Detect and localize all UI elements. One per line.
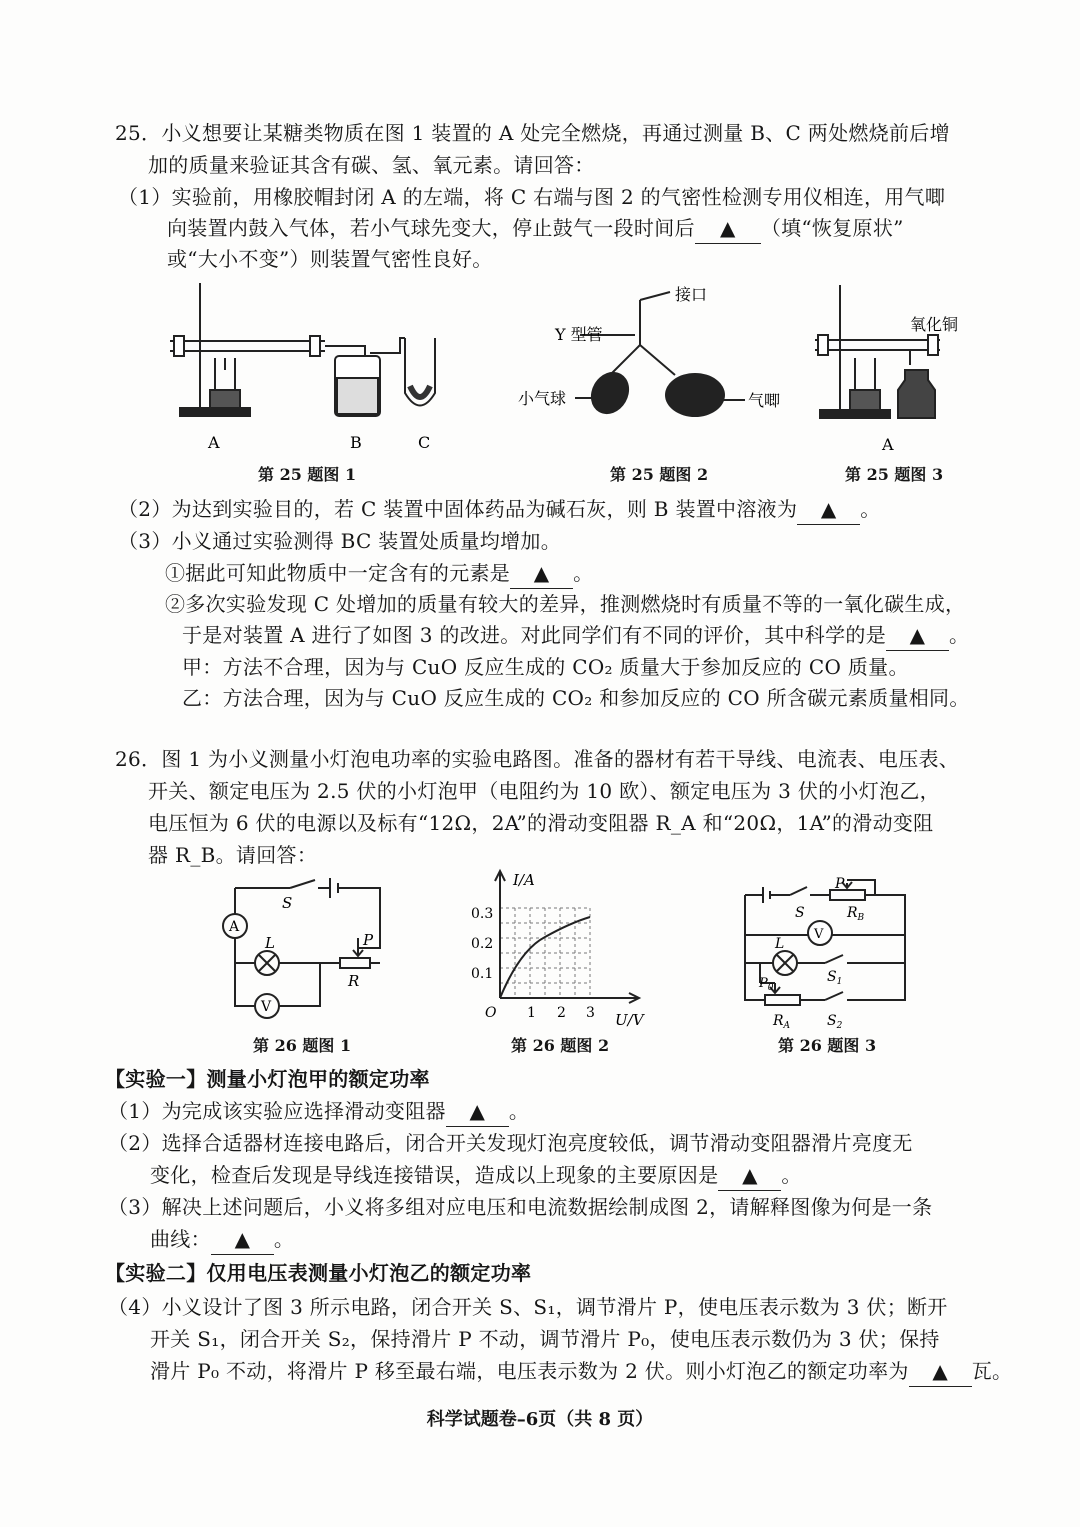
- q25-figure2-caption: 第 25 题图 2: [610, 465, 709, 484]
- label-y-tube: Y 型管: [555, 325, 603, 344]
- q26-exp1-part1: （1）为完成该实验应选择滑动变阻器 ▲ 。: [108, 1096, 529, 1127]
- q25-number: 25．: [115, 121, 162, 145]
- switch-label: S: [282, 894, 293, 912]
- page-footer: 科学试题卷–6页（共 8 页）: [426, 1409, 654, 1430]
- x-tick: 2: [557, 1005, 566, 1021]
- slider-P0-label: $P_0$: [759, 976, 774, 993]
- q26-figure1-circuit: [210, 878, 400, 1028]
- q26-figure2-iu-graph: [465, 865, 655, 1030]
- q25-figure2-airtightness-tester: [510, 280, 800, 440]
- answer-blank[interactable]: ▲: [718, 1160, 781, 1191]
- q25-part3-sub1: ①据此可知此物质中一定含有的元素是 ▲ 。: [165, 558, 593, 589]
- q25-part3-sub2-line1: ②多次实验发现 C 处增加的质量有较大的差异，推测燃烧时有质量不等的一氧化碳生成，: [165, 592, 966, 616]
- rheostat-RB-label: $R_B$: [847, 905, 865, 923]
- q25-part1-line2: 向装置内鼓入气体，若小气球先变大，停止鼓气一段时间后 ▲ （填“恢复原状”: [167, 213, 904, 244]
- q26-stem-line4: 器 R_B。请回答：: [148, 843, 318, 867]
- q26-exp2-part4-line3: 滑片 P₀ 不动，将滑片 P 移至最右端，电压表示数为 2 伏。则小灯泡乙的额定功率为 ▲ 瓦。: [150, 1356, 1012, 1387]
- answer-blank[interactable]: ▲: [695, 213, 761, 244]
- q26-exp1-part2-line1: （2）选择合适器材连接电路后，闭合开关发现灯泡亮度较低，调节滑动变阻器滑片亮度无: [108, 1131, 913, 1155]
- q26-figure3-caption: 第 26 题图 3: [778, 1036, 877, 1055]
- y-tick: 0.3: [471, 906, 494, 922]
- q25-stem-line1: 25．小义想要让某糖类物质在图 1 装置的 A 处完全燃烧，再通过测量 B、C 两处燃烧前后增: [115, 121, 950, 145]
- voltmeter-label: V: [814, 927, 824, 942]
- label-A3: A: [882, 435, 894, 454]
- label-copper-oxide: 氧化铜: [910, 315, 959, 334]
- x-tick: 1: [527, 1005, 536, 1021]
- q25-option-jia: 甲：方法不合理，因为与 CuO 反应生成的 CO₂ 质量大于参加反应的 CO 质量。: [182, 655, 909, 679]
- q26-exp1-part3-line2: 曲线： ▲ 。: [150, 1224, 294, 1255]
- slider-P-label: P: [835, 876, 845, 892]
- q26-experiment2-heading: 【实验二】仅用电压表测量小灯泡乙的额定功率: [105, 1261, 532, 1285]
- q25-figure1-apparatus: [160, 278, 460, 458]
- label-port: 接口: [675, 285, 708, 304]
- q26-exp1-part2-line2: 变化，检查后发现是导线连接错误，造成以上现象的主要原因是 ▲ 。: [150, 1160, 802, 1191]
- q25-part3: （3）小义通过实验测得 BC 装置处质量均增加。: [118, 529, 562, 553]
- lamp-label: L: [265, 934, 275, 952]
- q26-figure1-caption: 第 26 题图 1: [253, 1036, 352, 1055]
- q26-exp2-part4-line1: （4）小义设计了图 3 所示电路，闭合开关 S、S₁，调节滑片 P，使电压表示数为 3 伏；断开: [108, 1295, 948, 1319]
- q26-stem-line1: 26．图 1 为小义测量小灯泡电功率的实验电路图。准备的器材有若干导线、电流表、电压表、: [115, 747, 960, 771]
- q25-figure3-modified-apparatus: [810, 280, 980, 460]
- answer-blank[interactable]: ▲: [797, 494, 860, 525]
- q26-number: 26．: [115, 747, 162, 771]
- q25-part1-line3: 或“大小不变”）则装置气密性良好。: [167, 247, 493, 271]
- q26-experiment1-heading: 【实验一】测量小灯泡甲的额定功率: [105, 1067, 430, 1091]
- q26-stem-line2: 开关、额定电压为 2.5 伏的小灯泡甲（电阻约为 10 欧）、额定电压为 3 伏的小灯泡乙，: [148, 779, 940, 803]
- x-axis-label: U/V: [615, 1011, 644, 1029]
- y-tick: 0.2: [471, 936, 494, 952]
- answer-blank[interactable]: ▲: [446, 1096, 509, 1127]
- q25-part2: （2）为达到实验目的，若 C 装置中固体药品为碱石灰，则 B 装置中溶液为 ▲ 。: [118, 494, 881, 525]
- y-tick: 0.1: [471, 966, 494, 982]
- answer-blank[interactable]: ▲: [886, 620, 949, 651]
- label-pump: 气唧: [748, 391, 781, 410]
- switch-S1-label: $S_1$: [827, 969, 843, 987]
- label-A: A: [208, 433, 220, 452]
- y-axis-label: I/A: [513, 871, 535, 889]
- slider-label: P: [363, 931, 374, 949]
- q25-option-yi: 乙：方法合理，因为与 CuO 反应生成的 CO₂ 和参加反应的 CO 所含碳元素质量相同。: [182, 686, 970, 710]
- q26-figure2-caption: 第 26 题图 2: [511, 1036, 610, 1055]
- rheostat-RA-label: $R_A$: [773, 1013, 791, 1030]
- origin-label: O: [485, 1005, 497, 1021]
- switch-S2-label: $S_2$: [827, 1013, 843, 1030]
- rheostat-label: R: [348, 972, 360, 990]
- voltmeter-label: V: [261, 999, 272, 1015]
- q25-figure1-caption: 第 25 题图 1: [258, 465, 357, 484]
- q25-figure3-caption: 第 25 题图 3: [845, 465, 944, 484]
- q25-part1-line1: （1）实验前，用橡胶帽封闭 A 的左端，将 C 右端与图 2 的气密性检测专用仪相连，用气唧: [118, 185, 946, 209]
- label-C: C: [418, 433, 431, 452]
- q26-figure3-circuit: [735, 875, 915, 1030]
- label-balloon: 小气球: [518, 389, 567, 408]
- label-B: B: [350, 433, 362, 452]
- q26-exp2-part4-line2: 开关 S₁，闭合开关 S₂，保持滑片 P 不动，调节滑片 P₀，使电压表示数仍为 3 伏；保持: [150, 1327, 940, 1351]
- switch-S-label: S: [795, 905, 805, 921]
- q25-part3-sub2-line2: 于是对装置 A 进行了如图 3 的改进。对此同学们有不同的评价，其中科学的是 ▲ 。: [182, 620, 969, 651]
- q26-exp1-part3-line1: （3）解决上述问题后，小义将多组对应电压和电流数据绘制成图 2，请解释图像为何是一条: [108, 1195, 933, 1219]
- answer-blank[interactable]: ▲: [211, 1224, 274, 1255]
- q25-stem-line2: 加的质量来验证其含有碳、氢、氧元素。请回答：: [148, 153, 595, 177]
- q26-stem-line3: 电压恒为 6 伏的电源以及标有“12Ω，2A”的滑动变阻器 R_A 和“20Ω，1A”的滑动变阻: [148, 811, 934, 835]
- ammeter-label: A: [229, 919, 240, 935]
- answer-blank[interactable]: ▲: [510, 558, 573, 589]
- x-tick: 3: [586, 1005, 595, 1021]
- answer-blank[interactable]: ▲: [909, 1356, 972, 1387]
- lamp-label: L: [775, 936, 785, 952]
